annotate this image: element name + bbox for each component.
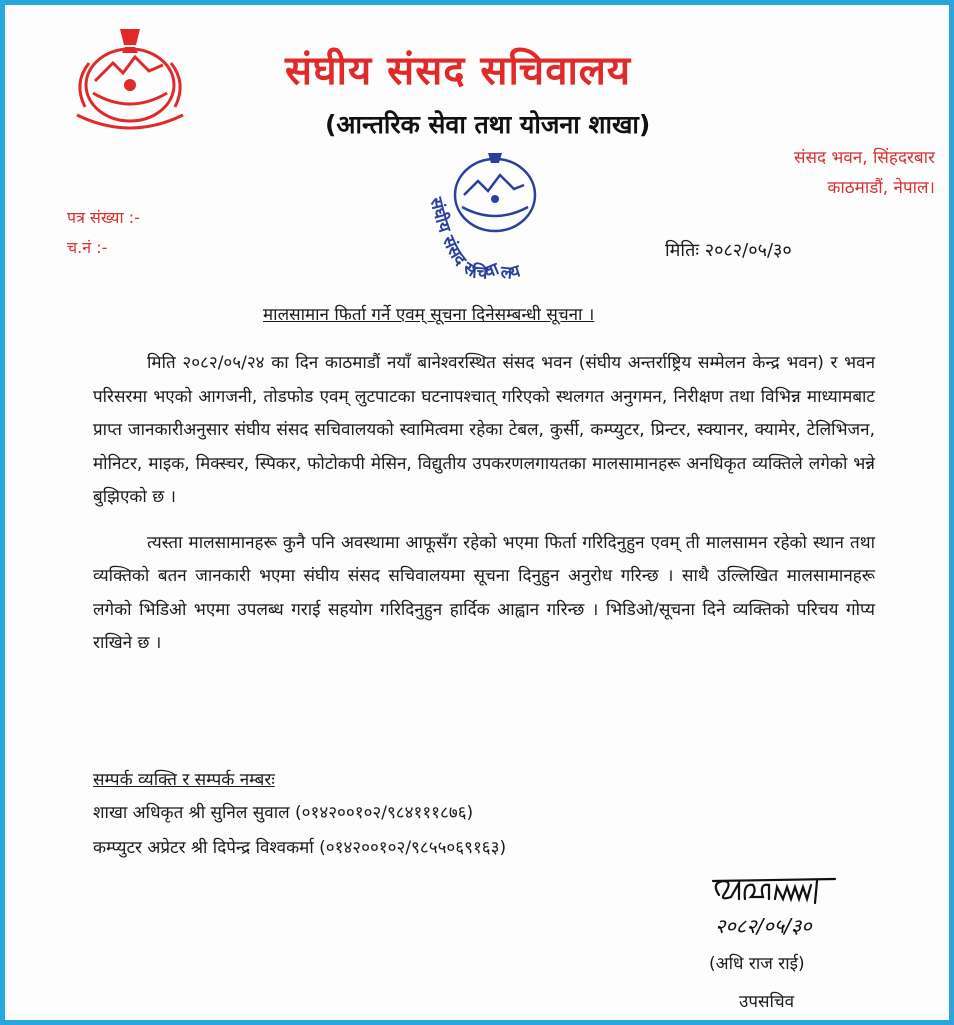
body-paragraph-2: त्यस्ता मालसामानहरू कुनै पनि अवस्थामा आफूसँग रहेको भएमा फिर्ता गरिदिनुहुन एवम् ती मालसामन रहेको स्थान तथा व्यक्तिको बतन जानकारी भएमा संघीय संसद सचिवालयमा सूचना दिनुहुन अनुरोध गरिन्छ । साथै उल्लिखित मालसामानहरू लगेको भिडिओ भएमा उपलब्ध गराई सहयोग गरिदिनुहुन हार्दिक आह्वान गरिन्छ । भिडिओ/सूचना दिने व्यक्तिको परिचय गोप्य राखिने छ ।: [93, 532, 875, 653]
national-emblem-icon: [65, 23, 195, 133]
org-subtitle: (आन्तरिक सेवा तथा योजना शाखा): [325, 110, 651, 139]
address-line-city: काठमाडौं, नेपाल।: [827, 178, 935, 198]
address-block: [695, 143, 935, 203]
date-value: २०८२/०५/३०: [704, 240, 792, 261]
org-title: संघीय संसद सचिवालय: [285, 48, 632, 94]
seal-text: संघीय संसद सचिवालय: [425, 195, 523, 284]
contact-line-2: कम्प्युटर अप्रेटर श्री दिपेन्द्र विश्वकर्मा (०१४२००१०२/९८५५०६९१६३): [93, 838, 507, 858]
office-seal-icon: [410, 145, 580, 285]
letter-number-label: पत्र संख्या :-: [67, 208, 140, 227]
svg-text:संघीय संसद सचिवालय: [425, 195, 524, 284]
body-paragraph-1: मिति २०८२/०५/२४ का दिन काठमाडौं नयाँ बानेश्वरस्थित संसद भवन (संघीय अन्तर्राष्ट्रिय सम्मेलन केन्द्र भवन) र भवन परिसरमा भएको आगजनी, तोडफोड एवम् लुटपाटका घटनापश्चात् गरिएको स्थलगत अनुगमन, निरीक्षण तथा विभिन्न माध्यामबाट प्राप्त जानकारीअनुसार संघीय संसद सचिवालयको स्वामित्वमा रहेका टेबल, कुर्सी, कम्प्युटर, प्रिन्टर, स्क्यानर, क्यामेर, टेलिभिजन, मोनिटर, माइक, मिक्स्चर, स्पिकर, फोटोकपी मेसिन, विद्युतीय उपकरणलगायतका मालसामानहरू अनधिकृत व्यक्तिले लगेको भन्ने बुझिएको छ ।: [93, 353, 875, 507]
signatory-title: उपसचिव: [739, 992, 795, 1012]
handwritten-signature: [705, 873, 855, 943]
letter-date: [665, 238, 792, 262]
dispatch-number-label: च.नं :-: [67, 238, 108, 257]
notice-subject: मालसामान फिर्ता गर्ने एवम् सूचना दिनेसम्बन्धी सूचना ।: [263, 305, 595, 325]
contact-line-1: शाखा अधिकृत श्री सुनिल सुवाल (०१४२००१०२/९८४१११८७६): [93, 803, 474, 823]
signature-date: २०८२/०५/३०: [715, 914, 812, 938]
date-label: मितिः: [665, 240, 699, 261]
notice-body: [93, 347, 875, 673]
signatory-name: (अधि राज राई): [709, 954, 805, 974]
contact-heading: सम्पर्क व्यक्ति र सम्पर्क नम्बरः: [93, 770, 275, 790]
address-line-building: संसद भवन, सिंहदरबार: [793, 148, 935, 168]
